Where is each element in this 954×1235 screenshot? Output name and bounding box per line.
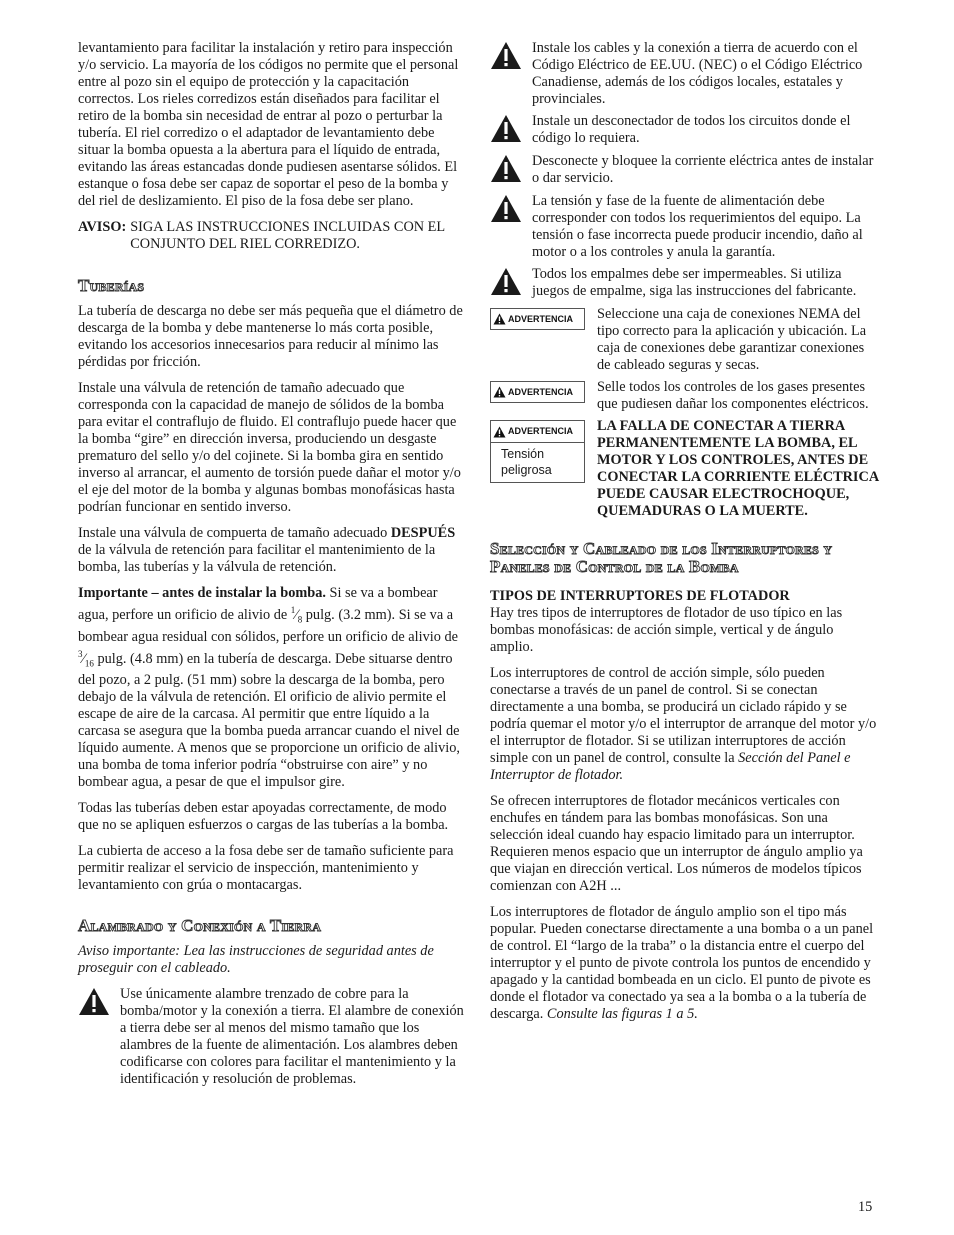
emphasis-text: DESPUÉS	[390, 525, 456, 541]
small-warning-icon	[493, 313, 506, 325]
warning-item	[490, 193, 880, 261]
section-heading-alambrado: Alambrado y Conexión a Tierra	[78, 916, 322, 936]
warning-triangle-icon	[490, 40, 532, 75]
left-column	[78, 40, 464, 1093]
advertencia-badge	[490, 381, 585, 403]
advertencia-badge	[490, 308, 585, 330]
italic-reference: Sección del Panel e Interruptor de flotador.	[490, 750, 851, 783]
right-column	[490, 40, 880, 1032]
badge-column	[490, 306, 597, 330]
emphasis-text: Importante – antes de instalar la bomba.	[78, 585, 326, 601]
warning-text: La tensión y fase de la fuente de alimentación debe corresponder con todos los requerimientos del equipo. La tensión o fase incorrecta puede producir incendio, daño al motor o a los controles y anula la garantía.	[532, 193, 863, 260]
warning-text: Use únicamente alambre trenzado de cobre para la bomba/motor y la conexión a tierra. El alambre de conexión a tierra debe ser al menos del mismo tamaño que los alambres de la fuente de alimentación. Los alambres deben codificarse con colores para facilitar el mantenimiento y la identificación y resolución de problemas.	[120, 986, 464, 1088]
paragraph: La tubería de descarga no debe ser más pequeña que el diámetro de descarga de la bomba y debe mantenerse lo más corta posible, evitando los accesorios innecesarios para reducir al mínimo las pérdidas por fricción.	[78, 303, 463, 370]
aviso-notice	[78, 219, 464, 253]
page-number: 15	[858, 1199, 873, 1215]
text-run: pulg. (4.8 mm) en la tubería de descarga. Debe situarse dentro del pozo, a 2 pulg. (51 mm) sobre la descarga de la bomba, pero debajo de la válvula de retención. El orificio de alivio permite el escape de aire de la carcasa. Al permitir que entre líquido a la carcasa se asegura que la bomba pueda arrancar cuando el nivel de líquido aumente. A menos que se proporcione un orificio de alivio, una bomba de toma inferior podría “obstruirse con aire” y no bombear agua, a pesar de que el impulsor gire.	[78, 650, 460, 791]
warning-item	[490, 40, 880, 108]
warning-item	[78, 986, 464, 1088]
section-heading-tuberias: Tuberías	[78, 276, 145, 295]
paragraph: Importante – antes de instalar la bomba. Si se va a bombear agua, perfore un orificio de alivio de $^1⁄_8$ pulg. (3.2 mm). Si se va a bombear agua residual con sólidos, perfore un orificio de alivio de $^3⁄_{16}$ pulg. (4.8 mm) en la tubería de descarga. Debe situarse dentro del pozo, a 2 pulg. (51 mm) sobre la descarga de la bomba, pero debajo de la válvula de retención. El orificio de alivio permite el escape de aire de la carcasa. Al permitir que entre líquido a la carcasa se asegura que la bomba pueda arrancar cuando el nivel de líquido aumente. A menos que se proporcione un orificio de alivio, una bomba de toma inferior podría “obstruirse con aire” y no bombear agua, a pesar de que el impulsor gire.	[78, 585, 460, 791]
fraction-numerator: 1	[290, 605, 296, 615]
warning-text: Instale los cables y la conexión a tierra de acuerdo con el Código Eléctrico de EE.UU. (NEC) o el Código Eléctrico Canadiense, además de los códigos locales, estatales y provinciales.	[532, 40, 863, 107]
badge-label: ADVERTENCIA	[508, 313, 574, 324]
advertencia-item	[490, 418, 880, 520]
advertencia-text: LA FALLA DE CONECTAR A TIERRA PERMANENTEMENTE LA BOMBA, EL MOTOR Y LOS CONTROLES, ANTES DE CONECTAR LA CORRIENTE ELÉCTRICA PUEDE CAUSAR ELECTROCHOQUE, QUEMADURAS O LA MUERTE.	[597, 418, 879, 519]
aviso-label: AVISO:	[78, 219, 127, 235]
badge-subtitle: Tensión peligrosa	[501, 447, 552, 477]
paragraph: La cubierta de acceso a la fosa debe ser de tamaño suficiente para permitir realizar el servicio de inspección, mantenimiento y levantamiento con grúa o montacargas.	[78, 843, 454, 894]
paragraph: levantamiento para facilitar la instalación y retiro para inspección y/o servicio. La mayoría de los códigos no permite que el personal entre al pozo sin el equipo de protección y la capacitación correctos. Los rieles corredizos están diseñados para facilitar el retiro de la bomba sin necesidad de entrar al pozo o perturbar la tubería. El riel corredizo o el adaptador de levantamiento debe situar la bomba opuesta a la abertura para el líquido de entrada, evitando las áreas estancadas donde pudiesen asentarse sólidos. El estanque o fosa debe ser capaz de soportar el peso de la bomba y del riel de deslizamiento. El piso de la fosa debe ser plano.	[78, 40, 459, 209]
badge-label: ADVERTENCIA	[508, 386, 574, 397]
advertencia-item	[490, 306, 880, 374]
text-run: Instale una válvula de compuerta de tamaño adecuado	[78, 525, 388, 541]
fraction-denominator: 8	[297, 614, 303, 625]
paragraph: Se ofrecen interruptores de flotador mecánicos verticales con enchufes en tándem para las bombas monofásicas. Son una selección ideal cuando hay espacio limitado para un interruptor. Requieren menos espacio que un interruptor de ángulo amplio ya que viajan en dirección vertical. Los números de modelos típicos comienzan con A2H ...	[490, 793, 863, 894]
warning-triangle-icon	[490, 153, 532, 188]
text-run: de la válvula de retención para facilitar el mantenimiento de la bomba, las tuberías y la válvula de retención.	[78, 542, 436, 575]
section-heading-seleccion: Selección y Cableado de los Interruptores y Paneles de Control de la Bomba	[490, 539, 833, 576]
paragraph: Instale una válvula de retención de tamaño adecuado que corresponda con la capacidad de manejo de sólidos de la bomba para evitar el contraflujo de fluido. El contraflujo puede hacer que la bomba “gire” en dirección inversa, produciendo un desgaste prematuro del sello y/o del cojinete. Si la bomba gira en sentido inverso al arrancar, el aumento de torsión puede dañar el motor y/o el eje del motor de la bomba y algunas bombas monofásicas hasta podrían funcionar en sentido inverso.	[78, 380, 461, 515]
paragraph	[78, 525, 464, 576]
warning-item	[490, 113, 880, 148]
small-warning-icon	[493, 426, 506, 438]
advertencia-text: Selle todos los controles de los gases presentes que pudiesen dañar los componentes eléctricos.	[597, 379, 869, 412]
advertencia-badge	[491, 421, 584, 443]
subheading-tipos: TIPOS DE INTERRUPTORES DE FLOTADOR	[490, 588, 790, 604]
italic-reference: Consulte las figuras 1 a 5.	[546, 1006, 698, 1022]
italic-notice: Aviso importante: Lea las instrucciones de seguridad antes de proseguir con el cableado.	[78, 943, 434, 977]
warning-text: Desconecte y bloquee la corriente eléctrica antes de instalar o dar servicio.	[532, 153, 874, 186]
paragraph	[490, 665, 880, 784]
paragraph	[490, 904, 880, 1023]
paragraph: Todas las tuberías deben estar apoyadas correctamente, de modo que no se apliquen esfuerzos o cargas de las tuberías a la bomba.	[78, 800, 449, 834]
warning-item	[490, 153, 880, 188]
badge-label: ADVERTENCIA	[508, 426, 574, 436]
text-run: Los interruptores de flotador de ángulo amplio son el tipo más popular. Pueden conectarse directamente a una bomba o a un panel de control. El “largo de la traba” o la distancia entre el cuerpo del interruptor y el punto de pivote controla los puntos de encendido y apagado y la cantidad bombeada en un ciclo. El punto de pivote es donde el flotador va conectado ya sea a la bomba o a la tubería de descarga.	[490, 904, 874, 1022]
warning-item	[490, 266, 880, 301]
fraction-denominator: 16	[84, 658, 94, 669]
warning-triangle-icon	[78, 986, 120, 1021]
warning-triangle-icon	[490, 193, 532, 228]
badge-column	[490, 379, 597, 403]
text-run: Si se va a bombear agua, perfore un orificio de alivio de	[78, 585, 438, 623]
advertencia-badge-box	[490, 420, 585, 483]
warning-text: Instale un desconectador de todos los circuitos donde el código lo requiera.	[532, 113, 851, 146]
warning-triangle-icon	[490, 266, 532, 301]
text-run: pulg. (3.2 mm). Si se va a bombear agua residual con sólidos, perfore un orificio de alivio de	[78, 606, 458, 645]
warning-text: Todos los empalmes debe ser impermeables. Si utiliza juegos de empalme, siga las instrucciones del fabricante.	[532, 266, 857, 299]
paragraph: Hay tres tipos de interruptores de flotador de uso típico en las bombas monofásicas: de acción simple, vertical y de ángulo amplio.	[490, 605, 843, 655]
aviso-text: SIGA LAS INSTRUCCIONES INCLUIDAS CON EL CONJUNTO DEL RIEL CORREDIZO.	[130, 219, 445, 252]
advertencia-item	[490, 379, 880, 413]
fraction-numerator: 3	[78, 648, 83, 659]
text-run: Los interruptores de control de acción simple, sólo pueden conectarse a través de un panel de control. Si se conectan directamente a una bomba, se producirá un ciclado rápido y se podría quemar el motor y/o el interruptor de arranque del motor y/o el interruptor de flotador. Si se utilizan interruptores de acción simple con un panel de control, consulte la	[490, 665, 877, 766]
badge-column	[490, 418, 597, 483]
small-warning-icon	[493, 386, 506, 398]
warning-triangle-icon	[490, 113, 532, 148]
advertencia-text: Seleccione una caja de conexiones NEMA del tipo correcto para la aplicación y ubicación. La caja de conexiones debe garantizar conexiones de cableado seguras y secas.	[597, 306, 867, 373]
